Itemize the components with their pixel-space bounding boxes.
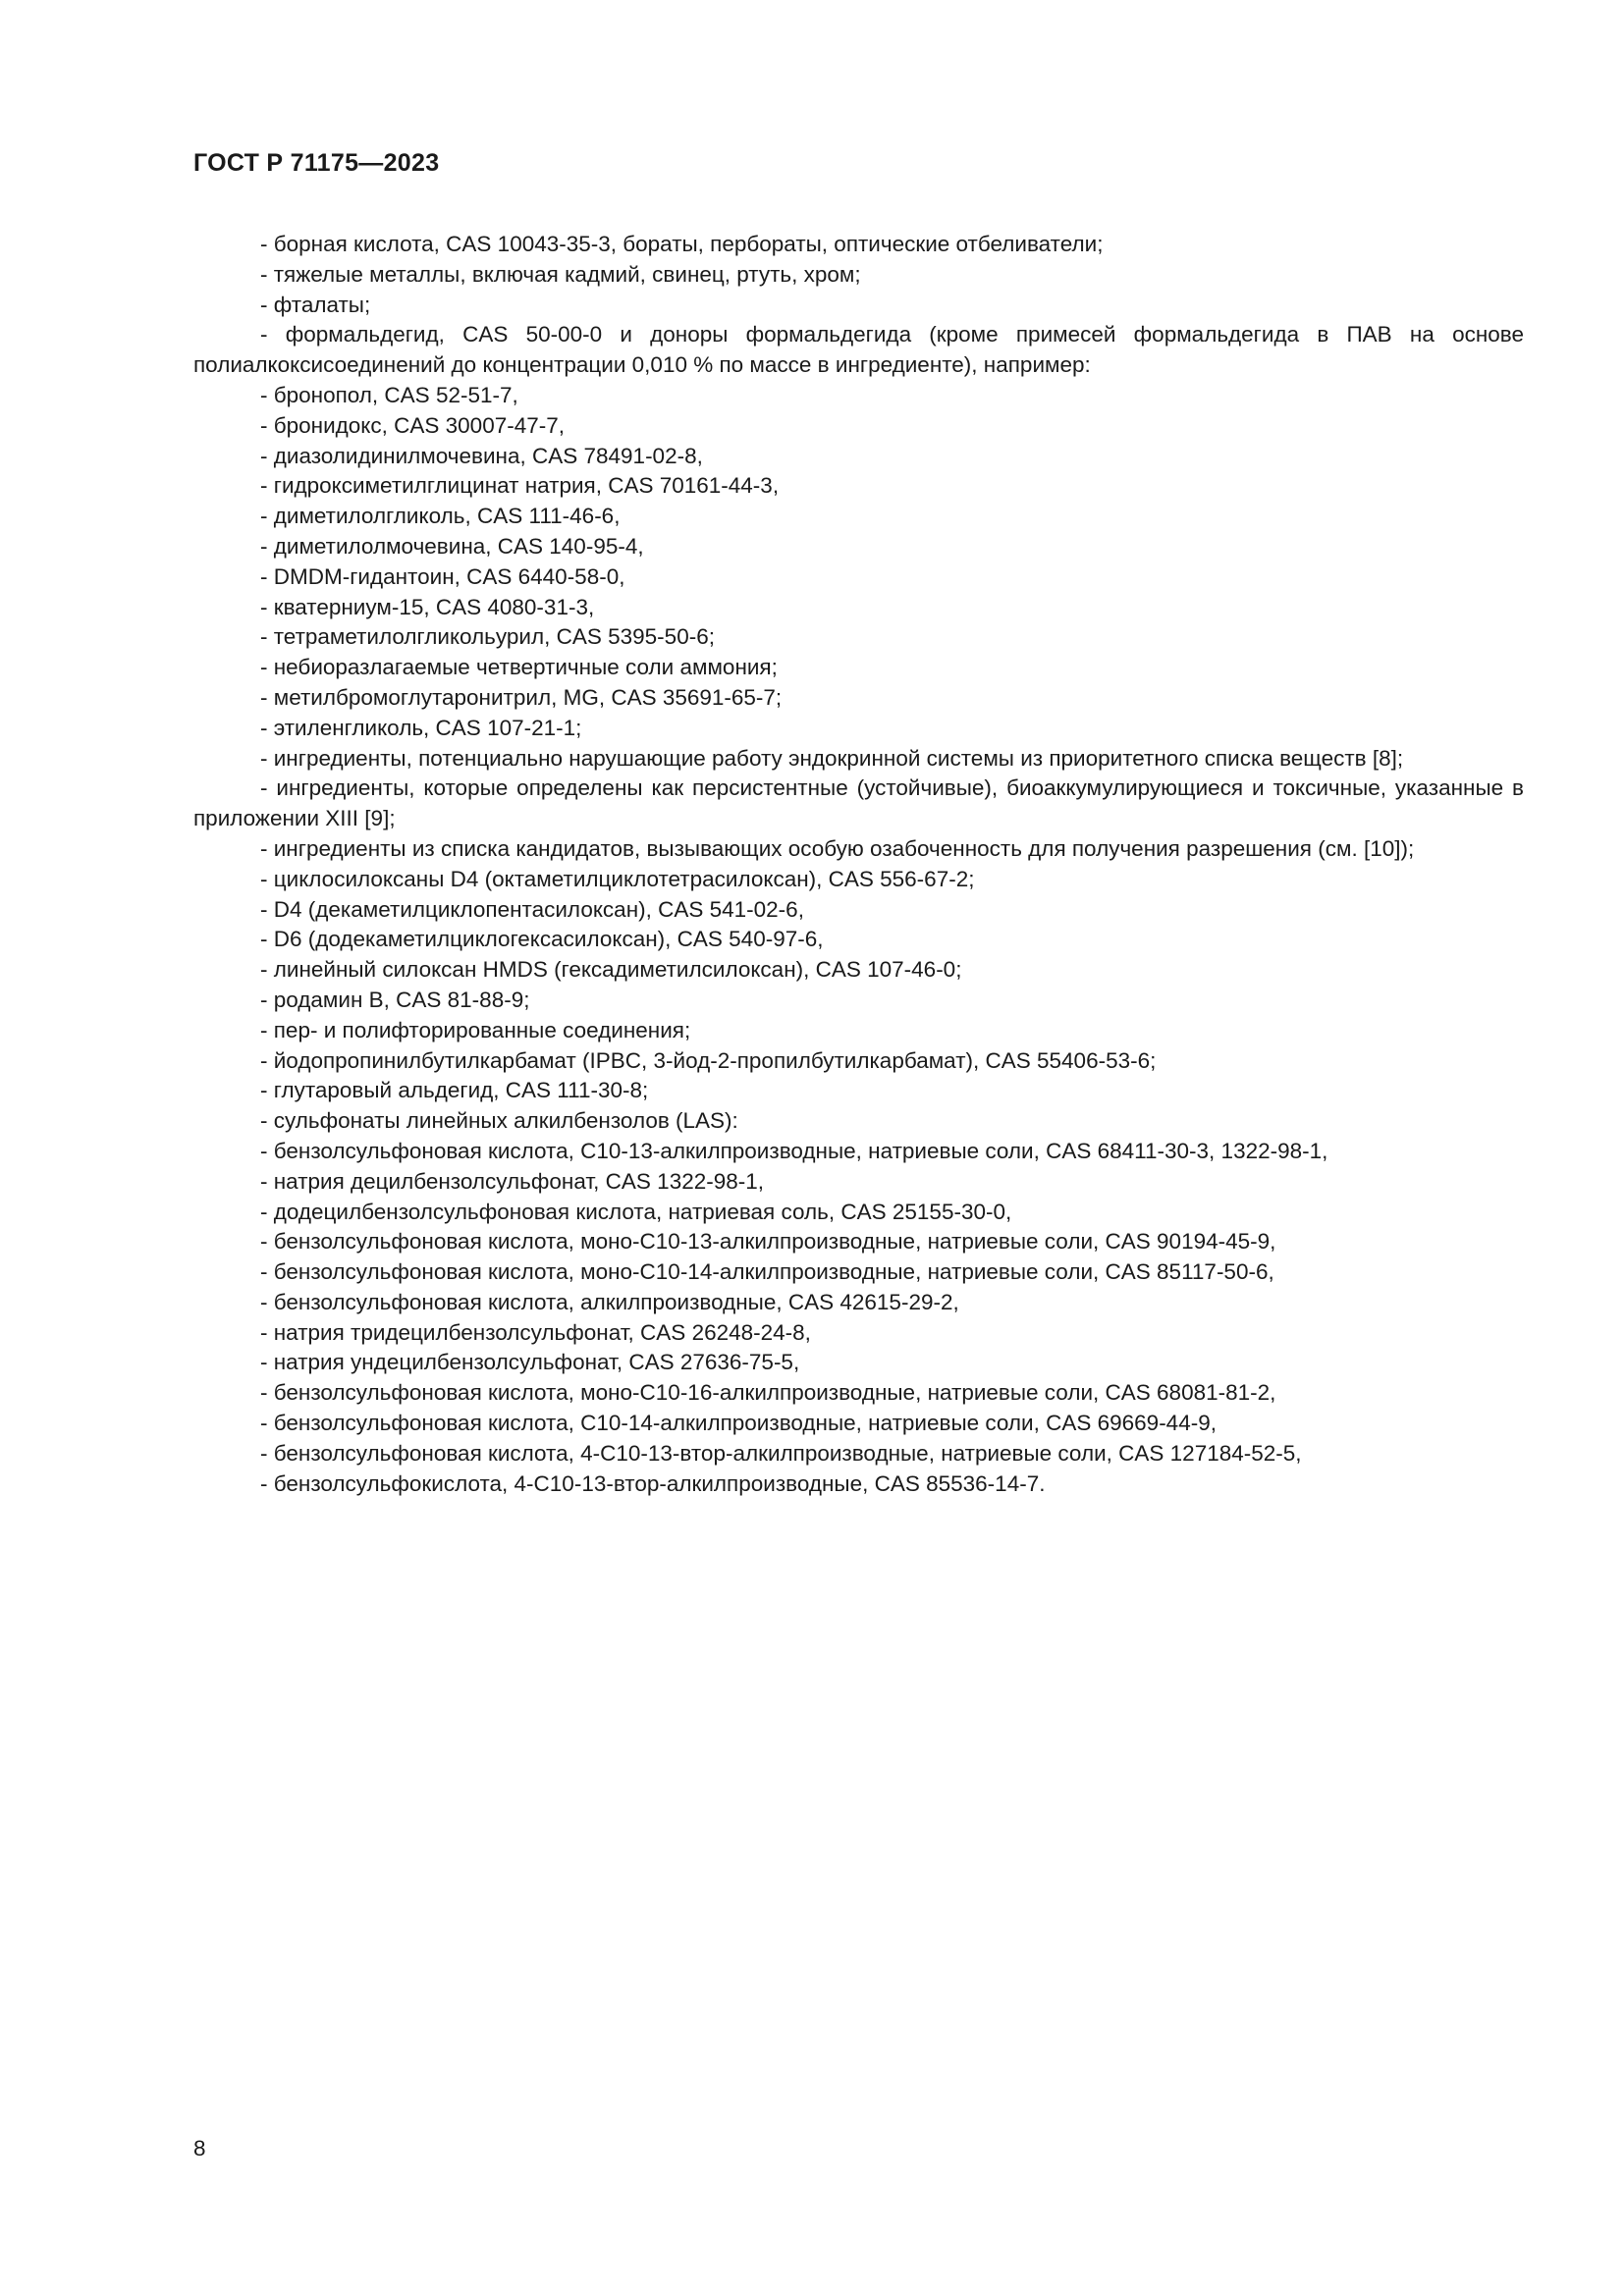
list-item: - D4 (декаметилциклопентасилоксан), CAS 541-02-6,	[260, 896, 804, 922]
list-item: - линейный силоксан HMDS (гексадиметилсилоксан), CAS 107-46-0;	[260, 957, 962, 983]
list-item: - тетраметилолгликольурил, CAS 5395-50-6;	[260, 624, 715, 650]
list-item: - диметилолмочевина, CAS 140-95-4,	[260, 533, 644, 559]
list-item: - бензолсульфоновая кислота, алкилпроизводные, CAS 42615-29-2,	[260, 1289, 959, 1314]
list-item: - додецилбензолсульфоновая кислота, натриевая соль, CAS 25155-30-0,	[260, 1199, 1012, 1224]
list-item: - бензолсульфоновая кислота, С10-13-алкилпроизводные, натриевые соли, CAS 68411-30-3, 1322-98-1,	[260, 1138, 1328, 1163]
list-item: - кватерниум-15, CAS 4080-31-3,	[260, 594, 595, 619]
list-item: - бензолсульфоновая кислота, моно-С10-16-алкилпроизводные, натриевые соли, CAS 68081-81-2,	[260, 1380, 1276, 1406]
list-item: - глутаровый альдегид, CAS 111-30-8;	[260, 1078, 649, 1103]
list-item: - этиленгликоль, CAS 107-21-1;	[260, 715, 582, 740]
list-item: - диметилолгликоль, CAS 111-46-6,	[260, 504, 621, 529]
list-item: - бензолсульфокислота, 4-С10-13-втор-алкилпроизводные, CAS 85536-14-7.	[260, 1470, 1046, 1496]
list-item: - гидроксиметилглицинат натрия, CAS 70161-44-3,	[260, 473, 780, 499]
list-item: - ингредиенты, потенциально нарушающие работу эндокринной системы из приоритетного списка веществ [8];	[260, 745, 1404, 771]
list-item: - борная кислота, CAS 10043-35-3, бораты, пербораты, оптические отбеливатели;	[260, 232, 1104, 256]
list-item: - D6 (додекаметилциклогексасилоксан), CAS 540-97-6,	[260, 927, 824, 952]
document-header: ГОСТ Р 71175—2023	[193, 149, 440, 177]
list-item: - диазолидинилмочевина, CAS 78491-02-8,	[260, 443, 703, 468]
list-item: - формальдегид, CAS 50-00-0 и доноры формальдегида (кроме примесей формальдегида в ПАВ на основе полиалкоксисоединений до концентрации 0,010 % по массе в ингредиенте), например:	[193, 322, 1524, 378]
list-item: - натрия ундецилбензолсульфонат, CAS 27636-75-5,	[260, 1350, 800, 1375]
list-item: - ингредиенты, которые определены как персистентные (устойчивые), биоаккумулирующиеся и токсичные, указанные в приложении XIII [9];	[193, 775, 1524, 831]
document-body	[193, 230, 1524, 1499]
list-item: - сульфонаты линейных алкилбензолов (LAS):	[260, 1108, 738, 1134]
list-item: - натрия тридецилбензолсульфонат, CAS 26248-24-8,	[260, 1319, 811, 1345]
list-item: - бензолсульфоновая кислота, моно-С10-14-алкилпроизводные, натриевые соли, CAS 85117-50-6,	[260, 1259, 1274, 1285]
list-item: - бронидокс, CAS 30007-47-7,	[260, 412, 566, 438]
list-item: - тяжелые металлы, включая кадмий, свинец, ртуть, хром;	[260, 261, 861, 287]
list-item: - фталаты;	[260, 292, 371, 317]
list-item: - циклосилоксаны D4 (октаметилциклотетрасилоксан), CAS 556-67-2;	[260, 866, 975, 891]
list-item: - родамин В, CAS 81-88-9;	[260, 987, 530, 1012]
list-item: - ингредиенты из списка кандидатов, вызывающих особую озабоченность для получения разрешения (см. [10]);	[260, 835, 1415, 861]
list-item: - натрия децилбензолсульфонат, CAS 1322-98-1,	[260, 1168, 765, 1194]
list-item: - небиоразлагаемые четвертичные соли аммония;	[260, 655, 778, 680]
list-item: - бензолсульфоновая кислота, моно-С10-13-алкилпроизводные, натриевые соли, CAS 90194-45-9,	[260, 1229, 1276, 1255]
list-item: - пер- и полифторированные соединения;	[260, 1017, 691, 1042]
page-number: 8	[193, 2136, 206, 2161]
list-item: - бронопол, CAS 52-51-7,	[260, 382, 518, 407]
list-item: - DMDM-гидантоин, CAS 6440-58-0,	[260, 563, 625, 589]
list-item: - бензолсульфоновая кислота, С10-14-алкилпроизводные, натриевые соли, CAS 69669-44-9,	[260, 1411, 1217, 1436]
list-item: - метилбромоглутаронитрил, MG, CAS 35691-65-7;	[260, 684, 783, 710]
list-item: - йодопропинилбутилкарбамат (IPBC, 3-йод-2-пропилбутилкарбамат), CAS 55406-53-6;	[260, 1047, 1157, 1073]
list-item: - бензолсульфоновая кислота, 4-С10-13-втор-алкилпроизводные, натриевые соли, CAS 127184-52-5,	[260, 1440, 1302, 1466]
